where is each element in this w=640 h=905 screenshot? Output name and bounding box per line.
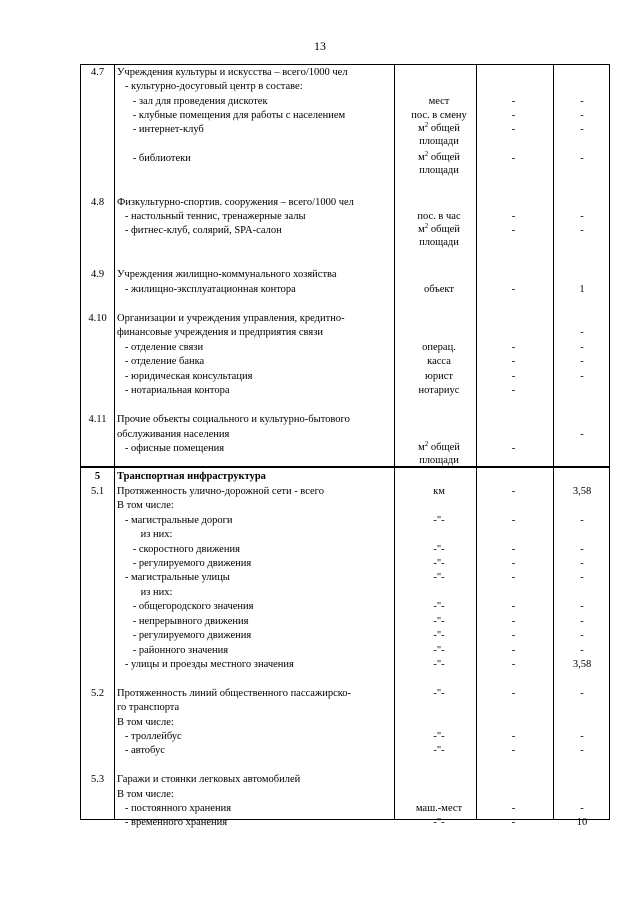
- row-value-project: -: [580, 211, 584, 222]
- row-name: - клубные помещения для работы с населением: [117, 110, 346, 121]
- row-value-project: -: [580, 342, 584, 353]
- row-name: - регулируемого движения: [117, 630, 252, 641]
- row-unit: -"-: [433, 515, 445, 526]
- row-value-project: -: [580, 124, 584, 135]
- row-name: - настольный теннис, тренажерные залы: [117, 211, 306, 222]
- row-value-project: -: [580, 616, 584, 627]
- row-value-project: -: [580, 558, 584, 569]
- column-divider: [114, 65, 115, 819]
- row-name: - регулируемого движения: [117, 558, 252, 569]
- row-unit: маш.-мест: [415, 803, 463, 814]
- row-value-current: -: [511, 544, 516, 555]
- row-value-project: 3,58: [572, 486, 592, 497]
- row-name: В том числе:: [117, 717, 174, 728]
- row-value-current: -: [511, 630, 516, 641]
- row-number: 5: [94, 471, 101, 482]
- row-name: - жилищно-эксплуатационная контора: [117, 284, 296, 295]
- row-name: - библиотеки: [117, 153, 191, 164]
- row-value-current: -: [511, 124, 516, 135]
- row-value-project: -: [580, 544, 584, 555]
- row-name: - отделение связи: [117, 342, 204, 353]
- row-unit: -"-: [433, 731, 445, 742]
- row-unit-line2: площади: [419, 165, 459, 176]
- row-name: - скоростного движения: [117, 544, 240, 555]
- row-value-current: -: [511, 284, 516, 295]
- row-name: - культурно-досуговый центр в составе:: [117, 81, 303, 92]
- row-value-project: -: [580, 601, 584, 612]
- row-name: В том числе:: [117, 789, 174, 800]
- row-name: - фитнес-клуб, солярий, SPA-салон: [117, 225, 282, 236]
- row-name: из них:: [117, 529, 173, 540]
- row-name: - магистральные улицы: [117, 572, 230, 583]
- row-name: Транспортная инфраструктура: [117, 471, 266, 482]
- row-value-current: -: [511, 342, 516, 353]
- row-value-project: -: [580, 356, 584, 367]
- row-value-project: -: [580, 429, 584, 440]
- row-value-project: -: [580, 153, 584, 164]
- row-unit: $м^2$ общей площади: [418, 440, 460, 466]
- row-name: - интернет-клуб: [117, 124, 204, 135]
- row-name: - нотариальная контора: [117, 385, 230, 396]
- row-unit: -"-: [433, 659, 445, 670]
- row-unit: пос. в смену: [411, 110, 467, 121]
- row-value-project: -: [580, 572, 584, 583]
- row-value-project: -: [580, 645, 584, 656]
- row-name: из них:: [117, 587, 173, 598]
- row-name: - постоянного хранения: [117, 803, 232, 814]
- row-value-project: 10: [576, 817, 588, 828]
- row-name: Протяженность улично-дорожной сети - всего: [117, 486, 324, 497]
- row-name: - зал для проведения дискотек: [117, 96, 268, 107]
- row-value-current: -: [511, 731, 516, 742]
- row-unit: мест: [428, 96, 450, 107]
- row-value-project: -: [580, 110, 584, 121]
- row-unit: -"-: [433, 544, 445, 555]
- row-name: - юридическая консультация: [117, 371, 253, 382]
- row-value-current: -: [511, 211, 516, 222]
- row-value-current: -: [511, 688, 516, 699]
- row-unit-line2: площади: [419, 455, 459, 466]
- row-value-current: -: [511, 385, 516, 396]
- row-unit: $м^2$ общей площади: [418, 121, 460, 147]
- row-name: Прочие объекты социального и культурно-бытового: [117, 414, 350, 425]
- row-value-current: -: [511, 558, 516, 569]
- row-name: В том числе:: [117, 500, 174, 511]
- row-value-project: 1: [579, 284, 585, 295]
- row-name: - отделение банка: [117, 356, 205, 367]
- row-value-current: -: [511, 356, 516, 367]
- row-unit-line2: площади: [419, 237, 459, 248]
- row-name: - офисные помещения: [117, 443, 225, 454]
- row-number: 5.2: [90, 688, 105, 699]
- row-value-current: -: [511, 572, 516, 583]
- row-unit: -"-: [433, 745, 445, 756]
- row-name: - магистральные дороги: [117, 515, 233, 526]
- indicators-table: [80, 64, 610, 828]
- row-value-current: -: [511, 486, 516, 497]
- section-divider: [81, 466, 609, 468]
- row-name: - непрерывного движения: [117, 616, 249, 627]
- row-name: Учреждения жилищно-коммунального хозяйства: [117, 269, 337, 280]
- row-number: 5.1: [90, 486, 105, 497]
- row-value-project: -: [580, 96, 584, 107]
- row-unit: -"-: [433, 601, 445, 612]
- row-unit: объект: [424, 284, 454, 295]
- row-value-current: -: [511, 745, 516, 756]
- row-unit: -"-: [433, 645, 445, 656]
- row-unit: $м^2$ общей площади: [418, 222, 460, 248]
- row-value-project: -: [580, 630, 584, 641]
- row-unit: -"-: [433, 817, 445, 828]
- row-name: Физкультурно-спортив. сооружения – всего/1000 чел: [117, 197, 354, 208]
- row-unit: $м^2$ общей площади: [418, 150, 460, 176]
- row-name: - районного значения: [117, 645, 229, 656]
- row-value-current: -: [511, 371, 516, 382]
- row-unit: операц.: [422, 342, 456, 353]
- row-value-project: 3,58: [572, 659, 592, 670]
- row-number: 4.7: [90, 67, 105, 78]
- row-name: обслуживания населения: [117, 429, 230, 440]
- row-value-project: -: [580, 225, 584, 236]
- row-value-current: -: [511, 803, 516, 814]
- row-unit-line2: площади: [419, 136, 459, 147]
- row-value-current: -: [511, 110, 516, 121]
- row-value-project: -: [580, 731, 584, 742]
- row-name: - автобус: [117, 745, 165, 756]
- row-name: - улицы и проезды местного значения: [117, 659, 294, 670]
- row-number: 4.8: [90, 197, 105, 208]
- row-name: - общегородского значения: [117, 601, 254, 612]
- row-name: Гаражи и стоянки легковых автомобилей: [117, 774, 301, 785]
- row-value-current: -: [511, 225, 516, 236]
- row-value-current: -: [511, 601, 516, 612]
- row-value-current: -: [511, 96, 516, 107]
- row-value-project: -: [580, 745, 584, 756]
- row-name: финансовые учреждения и предприятия связи: [117, 327, 323, 338]
- row-value-current: -: [511, 515, 516, 526]
- row-name: Протяженность линий общественного пассажирско-: [117, 688, 352, 699]
- row-value-current: -: [511, 616, 516, 627]
- row-unit: -"-: [433, 688, 445, 699]
- row-value-current: -: [511, 443, 516, 454]
- row-name: - троллейбус: [117, 731, 182, 742]
- row-unit: км: [433, 486, 445, 497]
- row-unit: -"-: [433, 572, 445, 583]
- row-value-project: -: [580, 371, 584, 382]
- row-value-current: -: [511, 153, 516, 164]
- row-value-project: -: [580, 327, 584, 338]
- row-value-current: -: [511, 645, 516, 656]
- page-number: 13: [314, 39, 326, 53]
- row-name: Организации и учреждения управления, кредитно-: [117, 313, 345, 324]
- row-value-project: -: [580, 803, 584, 814]
- row-value-project: -: [580, 688, 584, 699]
- row-number: 4.11: [88, 414, 107, 425]
- row-unit: касса: [427, 356, 451, 367]
- row-value-current: -: [511, 817, 516, 828]
- row-unit: пос. в час: [417, 211, 461, 222]
- row-unit: -"-: [433, 630, 445, 641]
- row-value-current: -: [511, 659, 516, 670]
- row-unit: юрист: [425, 371, 453, 382]
- row-value-project: -: [580, 515, 584, 526]
- row-number: 5.3: [90, 774, 105, 785]
- row-name: го транспорта: [117, 702, 180, 713]
- row-unit: -"-: [433, 616, 445, 627]
- row-name: Учреждения культуры и искусства – всего/1000 чел: [117, 67, 348, 78]
- row-unit: -"-: [433, 558, 445, 569]
- row-unit: нотариус: [418, 385, 460, 396]
- row-number: 4.9: [90, 269, 105, 280]
- row-name: - временного хранения: [117, 817, 228, 828]
- row-number: 4.10: [88, 313, 107, 324]
